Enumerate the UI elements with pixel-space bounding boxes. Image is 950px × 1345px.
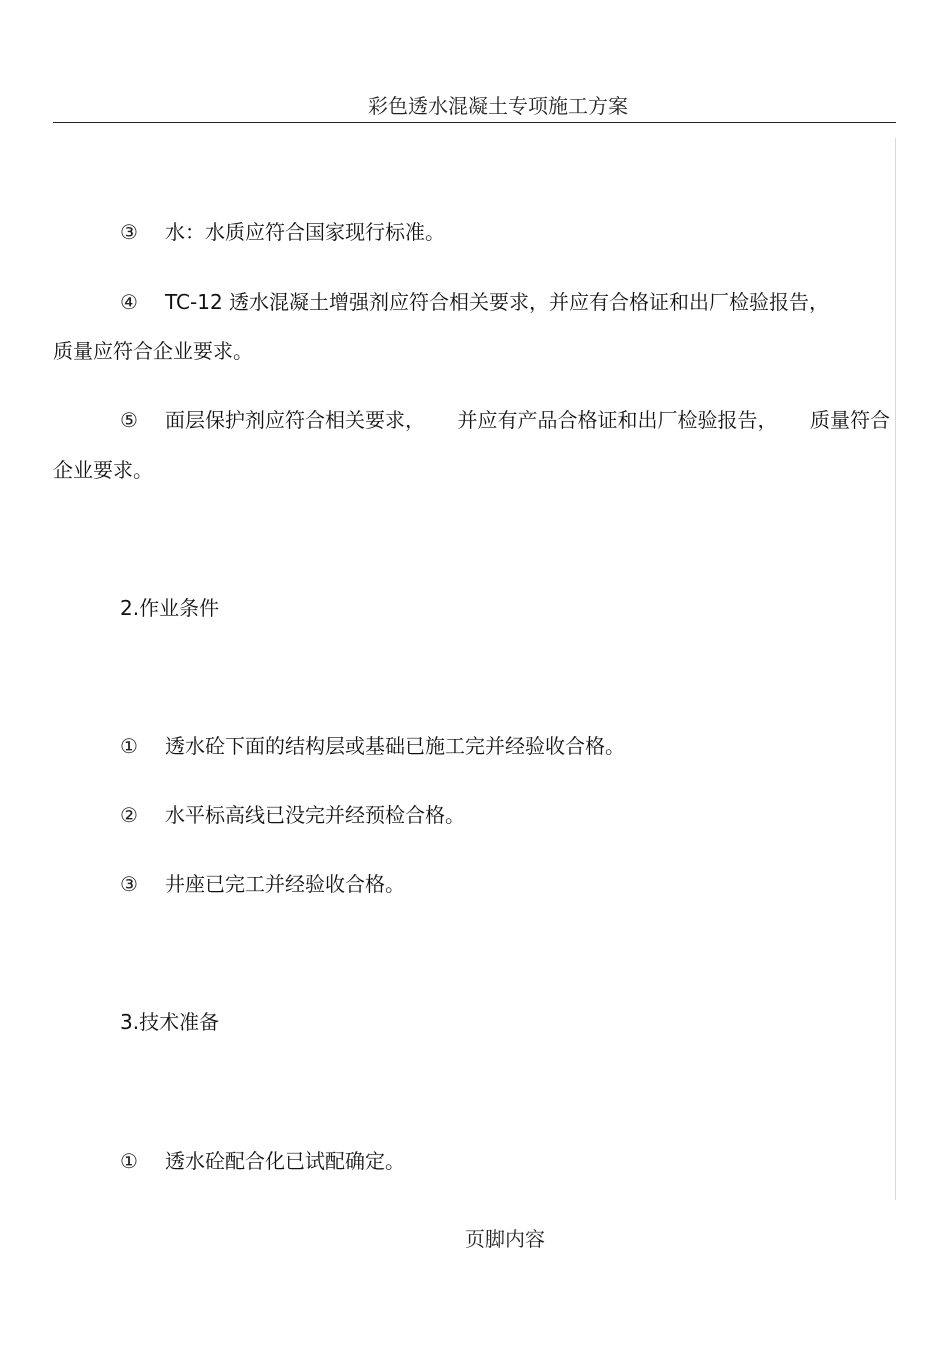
item-text (165, 408, 890, 432)
right-margin-rule (895, 138, 896, 1200)
item-text: TC-12 透水混凝土增强剂应符合相关要求，并应有合格证和出厂检验报告， (165, 290, 830, 314)
page-header-title: 彩色透水混凝土专项施工方案 (368, 94, 628, 118)
page-footer: 页脚内容 (465, 1227, 545, 1251)
header-divider (53, 122, 896, 123)
item-text: 井座已完工并经验收合格。 (165, 872, 405, 896)
item-number: ③ (120, 220, 138, 244)
item-text: 透水砼配合化已试配确定。 (165, 1149, 405, 1173)
item-text-continuation: 企业要求。 (53, 458, 153, 482)
item-text-part: 面层保护剂应符合相关要求， (165, 408, 425, 432)
item-number: ① (120, 1149, 138, 1173)
item-text-part: 质量符合 (810, 408, 890, 432)
item-number: ③ (120, 872, 138, 896)
item-text: 透水砼下面的结构层或基础已施工完并经验收合格。 (165, 734, 625, 758)
item-number: ④ (120, 290, 138, 314)
section-heading: 3.技术准备 (120, 1010, 220, 1034)
item-number: ② (120, 803, 138, 827)
item-text: 水：水质应符合国家现行标准。 (165, 220, 445, 244)
item-text-part: 并应有产品合格证和出厂检验报告， (457, 408, 778, 432)
item-number: ⑤ (120, 408, 138, 432)
item-text: 水平标高线已没完并经预检合格。 (165, 803, 465, 827)
section-heading: 2.作业条件 (120, 596, 220, 620)
item-text-continuation: 质量应符合企业要求。 (53, 339, 253, 363)
item-number: ① (120, 734, 138, 758)
